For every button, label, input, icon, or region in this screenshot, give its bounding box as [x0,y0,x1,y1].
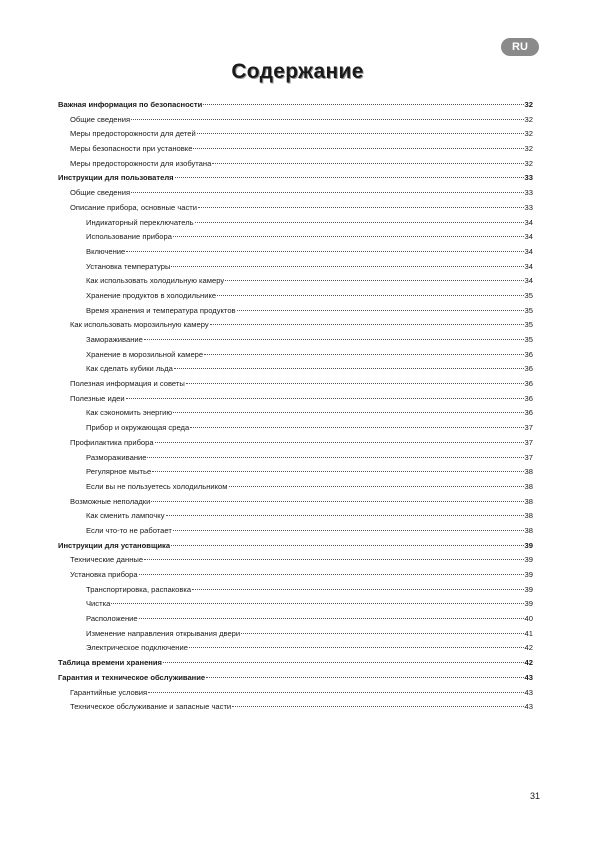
toc-entry[interactable] [58,700,533,715]
toc-entry-label: Замораживание [86,335,143,344]
toc-entry[interactable] [58,583,533,598]
toc-entry-page: 36 [524,379,533,389]
dot-leader [147,457,523,458]
toc-entry[interactable] [58,406,533,421]
toc-entry-label: Меры предосторожности для детей [70,129,196,139]
toc-entry-page: 38 [524,481,533,491]
toc-entry-page: 38 [524,467,533,477]
toc-entry[interactable] [58,127,533,142]
toc-entry[interactable] [58,480,533,495]
toc-entry-label: Хранение в морозильной камере [86,349,204,359]
toc-entry-label: Регулярное мытье [86,467,152,477]
dot-leader [111,603,523,604]
toc-entry-label: Чистка [86,599,111,609]
toc-entry[interactable] [58,509,533,524]
toc-entry[interactable] [58,597,533,612]
dot-leader [151,501,523,502]
toc-entry-label: Установка прибора [70,570,138,579]
toc-entry[interactable] [58,260,533,275]
page-number: 31 [529,791,540,801]
toc-entry-page: 33 [524,202,533,212]
toc-entry[interactable] [58,612,533,627]
dot-leader [126,251,523,252]
toc-section-heading[interactable] [58,656,533,671]
dot-leader [131,192,523,193]
toc-entry-label: Индикаторный переключатель [86,217,194,227]
toc-entry-label: Гарантийные условия [70,687,148,697]
dot-leader [173,236,524,237]
toc-entry-label: Как сделать кубики льда [86,364,173,374]
toc-entry-page: 37 [524,452,533,462]
toc-entry-page: 36 [524,364,533,374]
toc-entry[interactable] [58,157,533,172]
toc-entry-label: Прибор и окружающая среда [86,423,190,433]
dot-leader [204,354,523,355]
toc-entry-page: 35 [524,290,533,300]
toc-entry-page: 43 [524,687,533,697]
toc-entry[interactable] [58,686,533,701]
dot-leader [190,427,523,428]
toc-entry-page: 34 [524,217,533,227]
toc-entry-page: 34 [524,276,533,286]
toc-entry-label: Меры безопасности при установке [70,144,193,154]
dot-leader [241,633,523,634]
dot-leader [144,339,524,340]
dot-leader [131,119,523,120]
toc-entry-page: 36 [524,349,533,359]
dot-leader [237,310,524,311]
toc-entry-page: 32 [524,114,533,124]
toc-entry[interactable] [58,495,533,510]
dot-leader [148,692,523,693]
toc-entry-label: Установка температуры [86,261,171,271]
toc-entry-page: 43 [524,702,533,712]
toc-entry[interactable] [58,627,533,642]
dot-leader [139,618,524,619]
toc-entry[interactable] [58,436,533,451]
toc-entry-page: 33 [524,188,533,198]
toc-entry-label: Как использовать холодильную камеру [86,276,225,286]
toc-entry-label: Изменение направления открывания двери [86,628,241,638]
toc-entry[interactable] [58,333,533,348]
toc-entry-page: 32 [524,158,533,168]
toc-entry[interactable] [58,348,533,363]
dot-leader [189,647,524,648]
toc-entry-label: Профилактика прибора [70,437,154,447]
dot-leader [225,280,523,281]
dot-leader [126,398,524,399]
toc-entry-page: 43 [524,672,533,682]
dot-leader [232,706,523,707]
toc-entry-label: Как сэкономить энергию [86,408,173,418]
toc-entry[interactable] [58,465,533,480]
toc-entry-page: 32 [524,100,533,109]
toc-entry-page: 33 [524,173,533,183]
language-badge: RU [501,38,539,56]
toc-entry-page: 39 [524,570,533,579]
toc-entry-page: 38 [524,525,533,535]
toc-entry-page: 39 [524,540,533,550]
toc-entry[interactable] [58,362,533,377]
page-title: Содержание [231,60,364,83]
toc-entry[interactable] [58,421,533,436]
dot-leader [173,412,523,413]
dot-leader [163,662,524,663]
toc-entry-page: 34 [524,232,533,242]
toc-entry-label: Как использовать морозильную камеру [70,320,209,330]
dot-leader [174,368,524,369]
toc-entry[interactable] [58,641,533,656]
dot-leader [171,266,523,267]
toc-entry[interactable] [58,245,533,260]
dot-leader [152,471,523,472]
toc-entry-label: Технические данные [70,555,144,565]
toc-entry-label: Хранение продуктов в холодильнике [86,290,217,300]
dot-leader [186,383,524,384]
toc-entry[interactable] [58,289,533,304]
toc-entry[interactable] [58,113,533,128]
toc-entry-page: 39 [524,599,533,609]
toc-entry-page: 42 [524,643,533,653]
toc-entry[interactable] [58,230,533,245]
dot-leader [193,148,523,149]
toc-entry-page: 38 [524,511,533,521]
dot-leader [171,545,524,546]
toc-entry-label: Транспортировка, распаковка [86,584,192,594]
toc-entry-label: Время хранения и температура продуктов [86,305,236,315]
toc-entry-page: 32 [524,144,533,154]
dot-leader [192,589,523,590]
toc-entry[interactable] [58,568,533,583]
toc-entry-label: Инструкции для установщика [58,540,171,550]
toc-entry-page: 39 [524,584,533,594]
toc-entry-page: 42 [524,658,533,668]
toc-entry-label: Описание прибора, основные части [70,202,198,212]
toc-entry[interactable] [58,186,533,201]
toc-entry-label: Гарантия и техническое обслуживание [58,672,206,682]
toc-entry[interactable] [58,451,533,466]
toc-section-heading[interactable] [58,539,533,554]
toc-entry-page: 36 [524,393,533,403]
toc-entry-page: 39 [524,555,533,565]
toc-entry-page: 41 [524,628,533,638]
toc-entry-label: Использование прибора [86,232,172,242]
toc-entry-label: Электрическое подключение [86,643,188,653]
toc-entry-page: 34 [524,261,533,271]
toc-entry-page: 35 [524,320,533,330]
toc-entry-page: 34 [524,246,533,256]
toc-section-heading[interactable] [58,671,533,686]
toc-entry-label: Общие сведения [70,188,131,198]
dot-leader [195,222,524,223]
dot-leader [206,677,523,678]
toc-entry[interactable] [58,304,533,319]
dot-leader [212,163,523,164]
toc-entry-label: Полезные идеи [70,393,125,403]
dot-leader [217,295,523,296]
toc-entry[interactable] [58,201,533,216]
toc-entry[interactable] [58,377,533,392]
dot-leader [203,104,523,105]
toc-entry-page: 37 [524,437,533,447]
toc-entry-page: 36 [524,408,533,418]
toc-entry[interactable] [58,318,533,333]
toc-entry-label: Важная информация по безопасности [58,100,203,109]
toc-entry[interactable] [58,392,533,407]
toc-entry-page: 35 [524,305,533,315]
dot-leader [175,177,524,178]
toc-entry-page: 40 [524,614,533,624]
toc-entry-label: Общие сведения [70,114,131,124]
table-of-contents [58,98,533,715]
toc-entry-label: Техническое обслуживание и запасные части [70,702,232,712]
dot-leader [166,515,524,516]
dot-leader [210,324,524,325]
toc-entry-label: Меры предосторожности для изобутана [70,158,212,168]
dot-leader [173,530,524,531]
toc-entry-label: Расположение [86,614,138,624]
toc-entry-label: Таблица времени хранения [58,658,162,668]
toc-entry-page: 37 [524,423,533,433]
toc-entry-label: Включение [86,246,126,256]
toc-entry[interactable] [58,553,533,568]
dot-leader [155,442,524,443]
toc-entry-page: 35 [524,335,533,344]
toc-entry[interactable] [58,142,533,157]
toc-entry[interactable] [58,524,533,539]
dot-leader [198,207,524,208]
toc-section-heading[interactable] [58,171,533,186]
toc-entry[interactable] [58,216,533,231]
toc-entry-page: 38 [524,496,533,506]
toc-entry-label: Инструкции для пользователя [58,173,174,183]
toc-entry-page: 32 [524,129,533,139]
toc-entry-label: Полезная информация и советы [70,379,185,389]
toc-entry[interactable] [58,274,533,289]
toc-entry-label: Если что-то не работает [86,525,172,535]
toc-entry-label: Возможные неполадки [70,496,151,506]
dot-leader [144,559,523,560]
toc-entry-label: Как сменить лампочку [86,511,165,521]
toc-entry-label: Если вы не пользуетесь холодильником [86,481,228,491]
dot-leader [139,574,524,575]
dot-leader [229,486,524,487]
toc-section-heading[interactable] [58,98,533,113]
dot-leader [197,133,524,134]
toc-entry-label: Размораживание [86,452,147,462]
